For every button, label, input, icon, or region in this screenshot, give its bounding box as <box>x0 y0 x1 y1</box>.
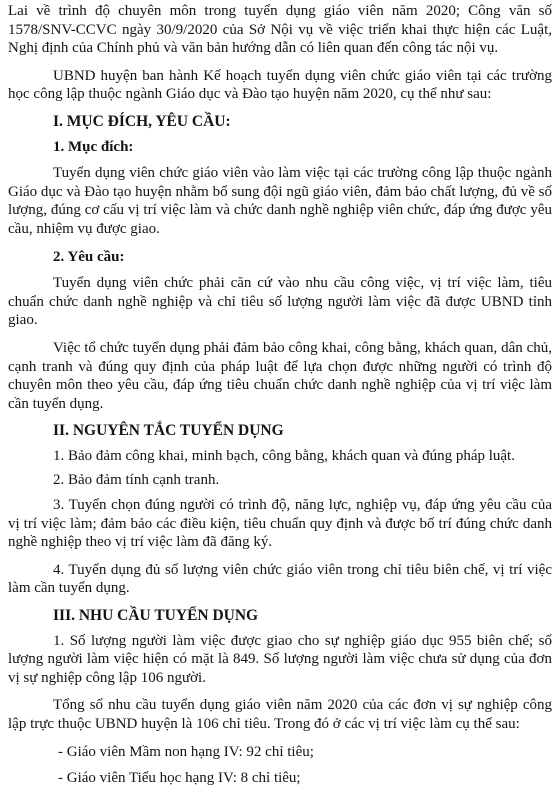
intro-paragraph-2: UBND huyện ban hành Kế hoạch tuyển dụng viên chức giáo viên tại các trường học công lập thuộc ngành Giáo dục và Đào tạo huyện năm 2020, cụ thể như sau: <box>8 67 552 103</box>
subheading-yeu-cau: 2. Yêu cầu: <box>53 248 125 265</box>
intro-paragraph-1: Lai về trình độ chuyên môn trong tuyển dụng giáo viên năm 2020; Công văn số 1578/SNV-CCVC ngày 30/9/2020 của Sở Nội vụ về việc triển khai thực hiện các Luật, Nghị định của Chính phủ và văn bản hướng dẫn có liên quan đến công tác nội vụ. <box>8 3 552 57</box>
heading-muc-dich-yeu-cau: I. MỤC ĐÍCH, YÊU CẦU: <box>53 112 231 130</box>
heading-nhu-cau: III. NHU CẦU TUYỂN DỤNG <box>53 607 259 625</box>
paragraph-nguyen-tac-1: 1. Bảo đảm công khai, minh bạch, công bằng, khách quan và đúng pháp luật. <box>53 447 515 464</box>
paragraph-nguyen-tac-4: 4. Tuyển dụng đủ số lượng viên chức giáo viên trong chỉ tiêu biên chế, vị trí việc làm cần tuyển dụng. <box>8 561 552 597</box>
list-item-tieu-hoc: - Giáo viên Tiểu học hạng IV: 8 chỉ tiêu; <box>58 770 301 787</box>
paragraph-muc-dich: Tuyển dụng viên chức giáo viên vào làm việc tại các trường công lập thuộc ngành Giáo dục và Đào tạo huyện nhằm bổ sung đội ngũ giáo viên, đảm bảo chất lượng, đủ về số lượng, đúng cơ cấu vị trí việc làm và chức danh nghề nghiệp viên chức, đáp ứng được yêu cầu, nhiệm vụ được giao. <box>8 165 552 237</box>
heading-nguyen-tac: II. NGUYÊN TẮC TUYỂN DỤNG <box>53 422 284 440</box>
paragraph-nhu-cau-1: 1. Số lượng người làm việc được giao cho sự nghiệp giáo dục 955 biên chế; số lượng người làm việc hiện có mặt là 849. Số lượng người làm việc chưa sử dụng của đơn vị sự nghiệp công lập 106 người. <box>8 632 552 686</box>
paragraph-yeu-cau-2: Việc tổ chức tuyển dụng phải đảm bảo công khai, công bằng, khách quan, dân chủ, cạnh tranh và đúng quy định của pháp luật để lựa chọn được những người có trình độ chuyên môn theo yêu cầu, đáp ứng tiêu chuẩn chức danh nghề nghiệp của vị trí việc làm cần tuyển dụng. <box>8 339 552 412</box>
list-item-mam-non: - Giáo viên Mầm non hạng IV: 92 chỉ tiêu; <box>58 743 314 760</box>
paragraph-nguyen-tac-2: 2. Bảo đảm tính cạnh tranh. <box>53 472 220 489</box>
paragraph-yeu-cau-1: Tuyển dụng viên chức phải căn cứ vào nhu cầu công việc, vị trí việc làm, tiêu chuẩn chức danh nghề nghiệp và chỉ tiêu số lượng người làm việc đã được UBND tỉnh giao. <box>8 275 552 329</box>
subheading-muc-dich: 1. Mục đích: <box>53 138 134 155</box>
paragraph-nguyen-tac-3: 3. Tuyển chọn đúng người có trình độ, năng lực, nghiệp vụ, đáp ứng yêu cầu của vị trí việc làm; đảm bảo các điều kiện, tiêu chuẩn quy định và được bố trí đúng chức danh nghề nghiệp theo vị trí việc làm đã đăng ký. <box>8 497 552 551</box>
paragraph-nhu-cau-2: Tổng số nhu cầu tuyển dụng giáo viên năm 2020 của các đơn vị sự nghiệp công lập trực thuộc UBND huyện là 106 chỉ tiêu. Trong đó ở các vị trí việc làm cụ thể sau: <box>8 697 552 732</box>
